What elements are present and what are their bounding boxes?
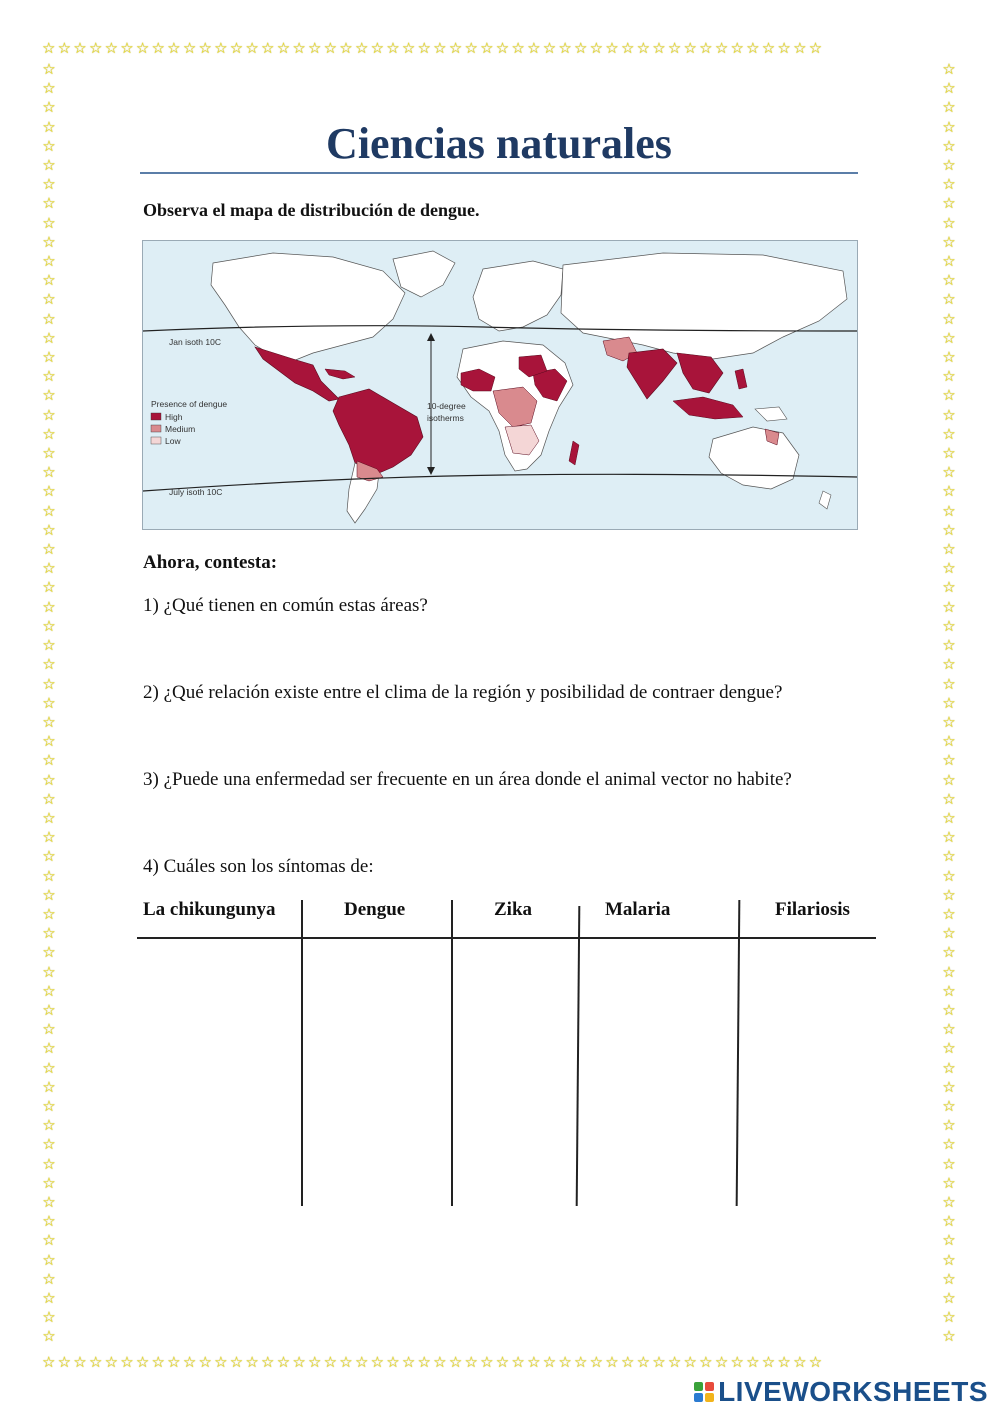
legend-swatch-medium xyxy=(151,425,161,432)
table-column-divider xyxy=(576,906,581,1206)
star-border-bottom: ☆☆☆☆☆☆☆☆☆☆☆☆☆☆☆☆☆☆☆☆☆☆☆☆☆☆☆☆☆☆☆☆☆☆☆☆☆☆☆☆☆☆☆☆☆☆☆☆☆☆ xyxy=(42,1354,825,1370)
answer-heading: Ahora, contesta: xyxy=(143,552,278,573)
star-border-right: ☆ ☆ ☆ ☆ ☆ ☆ ☆ ☆ ☆ ☆ ☆ ☆ ☆ ☆ ☆ ☆ ☆ ☆ ☆ ☆ ☆ ☆ ☆ ☆ ☆ ☆ ☆ ☆ ☆ ☆ ☆ ☆ ☆ ☆ ☆ ☆ ☆ ☆ ☆ ☆ ☆ ☆ ☆ ☆ ☆ ☆ ☆ ☆ ☆ ☆ ☆ ☆ ☆ ☆ ☆ ☆ ☆ ☆ ☆ ☆ ☆ ☆ ☆ ☆ ☆ ☆ ☆ xyxy=(942,60,956,1346)
answer-cell-dengue[interactable] xyxy=(305,942,448,1204)
europe-shape xyxy=(473,261,563,331)
answer-cell-malaria[interactable] xyxy=(582,942,734,1204)
table-header-malaria: Malaria xyxy=(605,899,671,920)
star-border-top: ☆☆☆☆☆☆☆☆☆☆☆☆☆☆☆☆☆☆☆☆☆☆☆☆☆☆☆☆☆☆☆☆☆☆☆☆☆☆☆☆☆☆☆☆☆☆☆☆☆☆ xyxy=(42,40,825,56)
legend-label-medium: Medium xyxy=(165,424,196,434)
north-america-shape xyxy=(211,253,405,361)
page-title: Ciencias naturales xyxy=(326,119,672,168)
isotherm-arrow-head-bottom xyxy=(427,467,435,475)
july-isotherm-label: July isoth 10C xyxy=(169,487,223,497)
table-header-filariosis: Filariosis xyxy=(775,899,850,920)
table-header-chikungunya: La chikungunya xyxy=(143,899,276,920)
question-3: 3) ¿Puede una enfermedad ser frecuente en un área donde el animal vector no habite? xyxy=(143,769,792,790)
brand-name: LIVEWORKSHEETS xyxy=(718,1376,988,1407)
world-map-svg xyxy=(143,241,857,529)
legend-swatch-high xyxy=(151,413,161,420)
legend-label-low: Low xyxy=(165,436,181,446)
legend-title: Presence of dengue xyxy=(151,399,228,409)
table-header-rule xyxy=(137,937,876,939)
india-shape xyxy=(627,349,677,399)
isotherm-arrow-head-top xyxy=(427,333,435,341)
table-header-zika: Zika xyxy=(494,899,533,920)
question-4: 4) Cuáles son los síntomas de: xyxy=(143,856,374,877)
table-column-divider xyxy=(451,900,453,1206)
table-header-dengue: Dengue xyxy=(344,899,406,920)
legend-swatch-low xyxy=(151,437,161,444)
liveworksheets-mark-icon xyxy=(694,1382,714,1402)
new-zealand-shape xyxy=(819,491,831,509)
isotherm-label-line1: 10-degree xyxy=(427,401,466,411)
legend-label-high: High xyxy=(165,412,183,422)
caribbean-shape xyxy=(325,369,355,379)
question-2: 2) ¿Qué relación existe entre el clima de la región y posibilidad de contraer dengue? xyxy=(143,682,783,703)
title-underline xyxy=(140,172,858,174)
liveworksheets-logo[interactable] xyxy=(694,1376,988,1408)
jan-isotherm-label: Jan isoth 10C xyxy=(169,337,221,347)
indonesia-shape xyxy=(673,397,743,419)
southeast-asia-shape xyxy=(677,353,723,393)
new-guinea-shape xyxy=(755,407,787,421)
philippines-shape xyxy=(735,369,747,389)
question-1: 1) ¿Qué tienen en común estas áreas? xyxy=(143,595,428,616)
australia-shape xyxy=(709,427,799,489)
star-border-left: ☆ ☆ ☆ ☆ ☆ ☆ ☆ ☆ ☆ ☆ ☆ ☆ ☆ ☆ ☆ ☆ ☆ ☆ ☆ ☆ ☆ ☆ ☆ ☆ ☆ ☆ ☆ ☆ ☆ ☆ ☆ ☆ ☆ ☆ ☆ ☆ ☆ ☆ ☆ ☆ ☆ ☆ ☆ ☆ ☆ ☆ ☆ ☆ ☆ ☆ ☆ ☆ ☆ ☆ ☆ ☆ ☆ ☆ ☆ ☆ ☆ ☆ ☆ ☆ ☆ ☆ ☆ xyxy=(42,60,56,1346)
table-column-divider xyxy=(301,900,303,1206)
dengue-map xyxy=(142,240,858,530)
south-america-shape xyxy=(333,389,423,477)
madagascar-shape xyxy=(569,441,579,465)
answer-cell-filariosis[interactable] xyxy=(742,942,874,1204)
answer-cell-chikungunya[interactable] xyxy=(140,942,298,1204)
answer-cell-zika[interactable] xyxy=(455,942,574,1204)
table-column-divider xyxy=(736,900,741,1206)
map-instruction: Observa el mapa de distribución de dengue. xyxy=(143,200,480,220)
isotherm-label-line2: isotherms xyxy=(427,413,464,423)
